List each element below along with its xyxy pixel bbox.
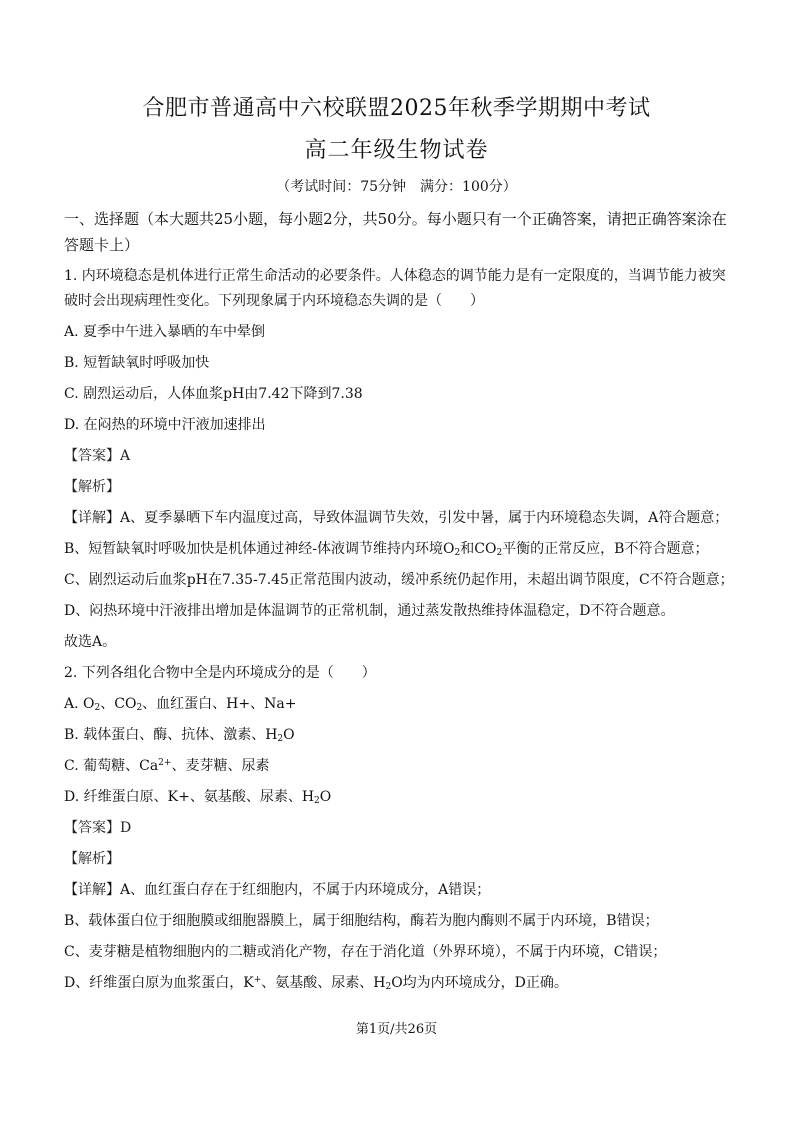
question-1-detail-b: B、短暂缺氧时呼吸加快是机体通过神经-体液调节维持内环境$O_2$和$CO_2$平衡的正常反应，B不符合题意； <box>64 541 709 558</box>
question-1-detail-a: 【详解】A、夏季暴晒下车内温度过高，导致体温调节失效，引发中暑，属于内环境稳态失调，A符合题意； <box>64 510 729 526</box>
question-2-option-b: B. 载体蛋白、酶、抗体、激素、$H_2O$ <box>64 727 295 744</box>
question-1-stem: 1. 内环境稳态是机体进行正常生命活动的必要条件。人体稳态的调节能力是有一定限度的，当调节能力被突破时会出现病理性变化。下列现象属于内环境稳态失调的是（ ） <box>64 268 726 309</box>
question-2-option-a: A. $O_2$、$CO_2$、血红蛋白、H+、Na+ <box>64 696 297 713</box>
question-1-option-d: D. 在闷热的环境中汗液加速排出 <box>64 417 266 433</box>
question-2-stem: 2. 下列各组化合物中全是内环境成分的是（ ） <box>64 665 376 681</box>
question-1-detail-c: C、剧烈运动后血浆pH在7.35-7.45正常范围内波动，缓冲系统仍起作用，未超出调节限度，C不符合题意； <box>64 572 734 588</box>
page-number: 第1页/共26页 <box>355 1022 438 1037</box>
question-1-conclusion: 故选A。 <box>64 634 117 650</box>
exam-subtitle: 高二年级生物试卷 <box>304 138 489 163</box>
section-heading: 一、选择题（本大题共25小题，每小题2分，共50分。每小题只有一个正确答案，请把正确答案涂在答题卡上） <box>64 210 727 254</box>
exam-time-score: （考试时间：75分钟 满分：100分） <box>276 179 517 195</box>
question-2-detail-d: D、纤维蛋白原为血浆蛋白，K+、氨基酸、尿素、$H_2O$均为内环境成分，D正确。 <box>64 975 568 992</box>
exam-title: 合肥市普通高中六校联盟2025年秋季学期期中考试 <box>142 96 651 121</box>
question-1-detail-d: D、闷热环境中汗液排出增加是体温调节的正常机制，通过蒸发散热维持体温稳定，D不符合题意。 <box>64 603 675 619</box>
question-2-analysis-tag: 【解析】 <box>64 851 120 867</box>
question-2-detail-c: C、麦芽糖是植物细胞内的二糖或消化产物，存在于消化道（外界环境），不属于内环境，C错误； <box>64 944 667 960</box>
question-1-answer: 【答案】A <box>64 448 131 464</box>
question-2-answer: 【答案】D <box>64 820 132 836</box>
question-1-option-a: A. 夏季中午进入暴晒的车中晕倒 <box>64 324 266 340</box>
question-1-option-b: B. 短暂缺氧时呼吸加快 <box>64 355 210 371</box>
question-2-detail-a: 【详解】A、血红蛋白存在于红细胞内，不属于内环境成分，A错误； <box>64 882 491 898</box>
question-1-analysis-tag: 【解析】 <box>64 479 120 495</box>
question-2-detail-b: B、载体蛋白位于细胞膜或细胞器膜上，属于细胞结构，酶若为胞内酶则不属于内环境，B错误； <box>64 913 659 929</box>
question-2-option-d: D. 纤维蛋白原、K+、氨基酸、尿素、$H_2O$ <box>64 789 332 806</box>
question-1-option-c: C. 剧烈运动后，人体血浆pH由7.42下降到7.38 <box>64 386 363 402</box>
question-2-option-c: C. 葡萄糖、$Ca^{2+}$、麦芽糖、尿素 <box>64 758 270 774</box>
document-body <box>64 206 736 1004</box>
